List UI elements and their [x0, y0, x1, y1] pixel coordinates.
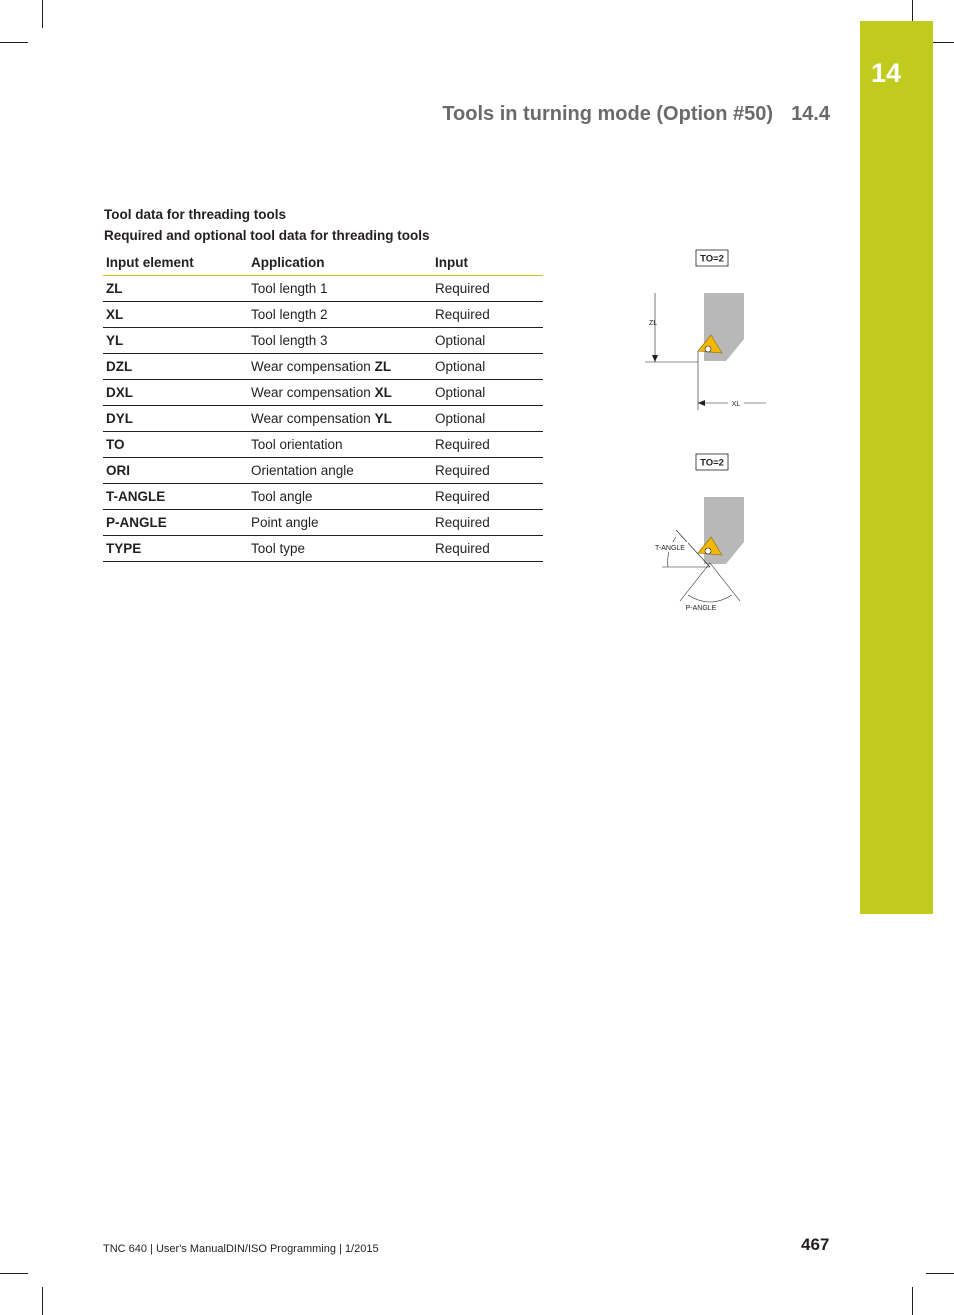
- crop-mark: [42, 0, 43, 28]
- t-angle-label: T-ANGLE: [655, 545, 685, 552]
- application-cell: [248, 354, 432, 380]
- input-cell: Optional: [432, 380, 543, 406]
- application-cell: [248, 458, 432, 484]
- application-text: Point angle: [251, 515, 319, 530]
- table-row: [103, 354, 543, 380]
- crop-mark: [0, 1273, 28, 1274]
- p-angle-arc: [688, 595, 732, 602]
- application-cell: [248, 484, 432, 510]
- p-angle-ray-right: [710, 563, 740, 601]
- section-heading: Tool data for threading tools: [104, 207, 286, 222]
- application-cell: [248, 328, 432, 354]
- chapter-tab: [860, 21, 933, 914]
- input-cell: Required: [432, 458, 543, 484]
- p-angle-label: P-ANGLE: [685, 605, 717, 612]
- crop-mark: [42, 1287, 43, 1315]
- to-badge-bottom-label: TO=2: [700, 457, 724, 469]
- chapter-number: 14: [871, 58, 902, 88]
- application-cell: [248, 536, 432, 562]
- application-text: Wear compensation: [251, 359, 375, 374]
- xl-label: XL: [731, 401, 741, 408]
- application-cell: [248, 302, 432, 328]
- input-cell: Optional: [432, 406, 543, 432]
- application-text: Tool length 3: [251, 333, 328, 348]
- footer-text: TNC 640 | User's ManualDIN/ISO Programming | 1/2015: [103, 1243, 379, 1255]
- header-section: 14.4: [791, 103, 830, 125]
- input-element-cell: YL: [103, 328, 248, 354]
- input-element-cell: XL: [103, 302, 248, 328]
- input-element-cell: TYPE: [103, 536, 248, 562]
- table-caption: Required and optional tool data for threading tools: [104, 228, 430, 243]
- zl-label: ZL: [649, 320, 658, 327]
- application-cell: [248, 406, 432, 432]
- input-cell: Required: [432, 510, 543, 536]
- table-body: [103, 276, 543, 562]
- column-header: Input element: [103, 249, 248, 276]
- application-text: Tool type: [251, 541, 306, 556]
- threading-tool-figures: [640, 245, 780, 615]
- table-row: [103, 406, 543, 432]
- input-element-cell: ZL: [103, 276, 248, 302]
- input-cell: Required: [432, 536, 543, 562]
- crop-mark: [926, 1273, 954, 1274]
- application-cell: [248, 276, 432, 302]
- application-text: Wear compensation: [251, 385, 375, 400]
- input-cell: Optional: [432, 354, 543, 380]
- application-cell: [248, 432, 432, 458]
- application-text: Tool orientation: [251, 437, 343, 452]
- page-number: 467: [801, 1235, 830, 1254]
- application-cell: [248, 510, 432, 536]
- column-header: Application: [248, 249, 432, 276]
- input-cell: Required: [432, 432, 543, 458]
- application-text: Orientation angle: [251, 463, 354, 478]
- input-cell: Required: [432, 276, 543, 302]
- input-element-cell: ORI: [103, 458, 248, 484]
- input-element-cell: DZL: [103, 354, 248, 380]
- input-element-cell: DYL: [103, 406, 248, 432]
- table-row: [103, 484, 543, 510]
- application-ref: XL: [374, 385, 392, 400]
- table-row: [103, 276, 543, 302]
- input-element-cell: T-ANGLE: [103, 484, 248, 510]
- input-element-cell: DXL: [103, 380, 248, 406]
- application-ref: ZL: [374, 359, 392, 374]
- table-row: [103, 328, 543, 354]
- arrow-icon: [698, 400, 705, 406]
- table-row: [103, 536, 543, 562]
- application-text: Tool length 2: [251, 307, 328, 322]
- table-row: [103, 510, 543, 536]
- input-cell: Required: [432, 302, 543, 328]
- table-row: [103, 432, 543, 458]
- table-row: [103, 458, 543, 484]
- application-text: Tool length 1: [251, 281, 328, 296]
- crop-mark: [912, 1287, 913, 1315]
- table-row: [103, 302, 543, 328]
- application-cell: [248, 380, 432, 406]
- input-element-cell: P-ANGLE: [103, 510, 248, 536]
- tool-data-table: [103, 249, 543, 562]
- to-badge-top-label: TO=2: [700, 253, 724, 265]
- column-header: Input: [432, 249, 543, 276]
- insert-hole-icon: [705, 346, 711, 352]
- application-text: Wear compensation: [251, 411, 375, 426]
- header-title: Tools in turning mode (Option #50): [442, 103, 774, 125]
- input-element-cell: TO: [103, 432, 248, 458]
- input-cell: Optional: [432, 328, 543, 354]
- table-row: [103, 380, 543, 406]
- page-header: [442, 103, 830, 126]
- p-angle-ray-left: [680, 563, 710, 601]
- application-ref: YL: [374, 411, 392, 426]
- crop-mark: [0, 42, 28, 43]
- insert-hole-icon: [705, 548, 711, 554]
- table-header-row: [103, 249, 543, 276]
- application-text: Tool angle: [251, 489, 313, 504]
- input-cell: Required: [432, 484, 543, 510]
- arrow-icon: [652, 355, 658, 362]
